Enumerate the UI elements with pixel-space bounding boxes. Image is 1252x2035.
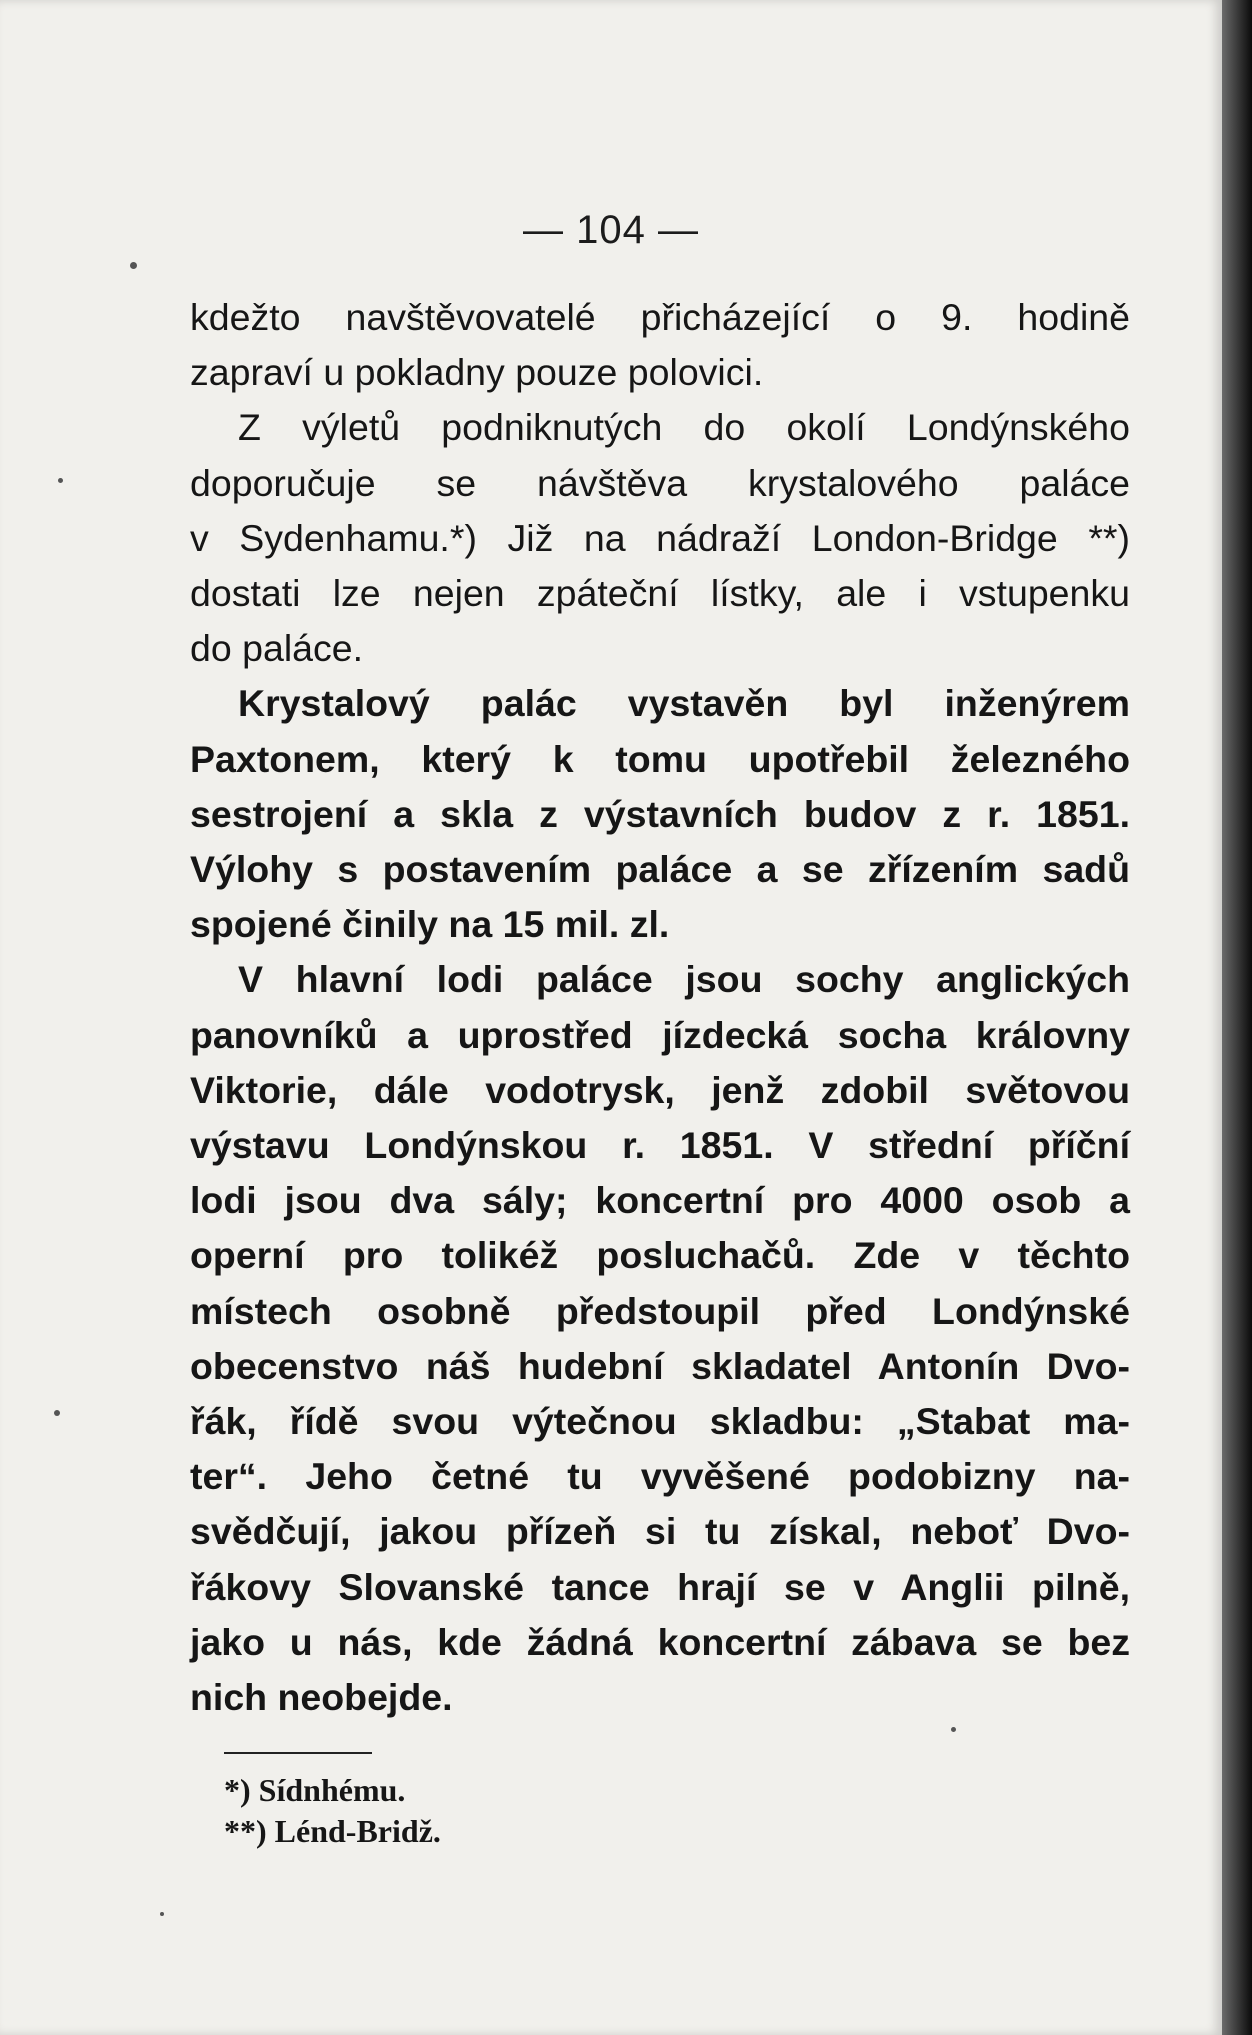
paper-speck bbox=[951, 1727, 956, 1732]
footnote: *) Sídnhému. bbox=[224, 1772, 406, 1808]
text-line: svědčují, jakou přízeň si tu získal, neboť Dvo- bbox=[190, 1510, 1130, 1553]
footnotes bbox=[224, 1770, 441, 1852]
footnote-divider bbox=[224, 1752, 372, 1754]
text-line: panovníků a uprostřed jízdecká socha královny bbox=[190, 1013, 1130, 1056]
body-text bbox=[190, 290, 1130, 1725]
text-line: jako u nás, kde žádná koncertní zábava se bez bbox=[190, 1620, 1130, 1663]
paper-speck bbox=[54, 1410, 60, 1416]
text-line: zapraví u pokladny pouze polovici. bbox=[190, 351, 764, 394]
text-line: V hlavní lodi paláce jsou sochy anglických bbox=[238, 958, 1130, 1001]
text-line: dostati lze nejen zpáteční lístky, ale i vstupenku bbox=[190, 572, 1130, 615]
text-line: Viktorie, dále vodotrysk, jenž zdobil světovou bbox=[190, 1068, 1130, 1111]
text-line: ter“. Jeho četné tu vyvěšené podobizny na- bbox=[190, 1455, 1130, 1498]
footnote: **) Lénd-Bridž. bbox=[224, 1813, 441, 1849]
paper-speck bbox=[58, 478, 63, 483]
text-line: doporučuje se návštěva krystalového paláce bbox=[190, 461, 1130, 504]
text-line: lodi jsou dva sály; koncertní pro 4000 osob a bbox=[190, 1179, 1130, 1222]
text-line: výstavu Londýnskou r. 1851. V střední příční bbox=[190, 1124, 1130, 1167]
text-line: místech osobně předstoupil před Londýnské bbox=[190, 1289, 1130, 1332]
text-line: operní pro tolikéž posluchačů. Zde v těchto bbox=[190, 1234, 1130, 1277]
page-number: — 104 — bbox=[523, 208, 699, 252]
text-line: nich neobejde. bbox=[190, 1676, 453, 1719]
text-line: sestrojení a skla z výstavních budov z r. 1851. bbox=[190, 792, 1130, 835]
text-line: řákovy Slovanské tance hrají se v Anglii pilně, bbox=[190, 1565, 1130, 1608]
text-line: Paxtonem, který k tomu upotřebil železného bbox=[190, 737, 1130, 780]
paper-speck bbox=[130, 262, 137, 269]
text-line: řák, řídě svou výtečnou skladbu: „Stabat ma- bbox=[190, 1400, 1130, 1443]
text-line: obecenstvo náš hudební skladatel Antonín Dvo- bbox=[190, 1344, 1130, 1387]
text-line: do paláce. bbox=[190, 627, 364, 670]
text-line: spojené činily na 15 mil. zl. bbox=[190, 903, 670, 946]
text-line: Z výletů podniknutých do okolí Londýnského bbox=[238, 406, 1130, 449]
text-line: kdežto navštěvovatelé přicházející o 9. hodině bbox=[190, 296, 1130, 338]
text-line: v Sydenhamu.*) Již na nádraží London-Bridge **) bbox=[190, 516, 1130, 559]
text-line: Krystalový palác vystavěn byl inženýrem bbox=[238, 682, 1130, 725]
text-line: Výlohy s postavením paláce a se zřízením sadů bbox=[190, 848, 1130, 891]
page-edge-shadow bbox=[1222, 0, 1252, 2035]
paper-speck bbox=[160, 1912, 164, 1916]
